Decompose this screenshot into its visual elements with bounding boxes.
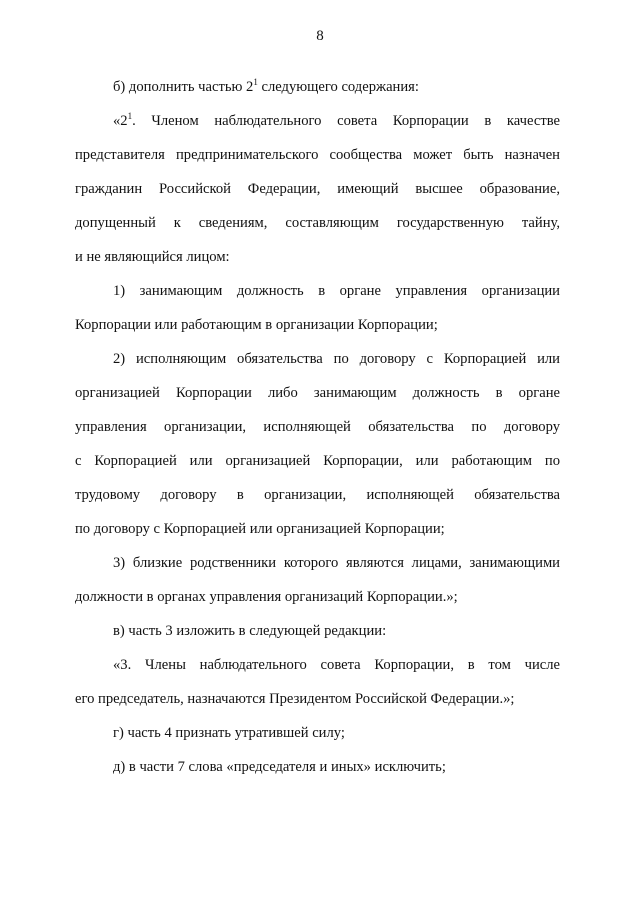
paragraph-text: . Членом наблюдательного совета Корпорации в качестве xyxy=(132,113,560,129)
paragraph-line: и не являющийся лицом: xyxy=(75,249,230,265)
paragraph-line: в) часть 3 изложить в следующей редакции: xyxy=(113,623,387,639)
document-body xyxy=(75,70,560,784)
paragraph-line: г) часть 4 признать утратившей силу; xyxy=(113,725,345,741)
list-item-1 xyxy=(75,274,560,342)
paragraph-g xyxy=(75,716,560,750)
paragraph-line: трудовому договору в организации, исполняющей обязательства xyxy=(75,487,560,503)
paragraph-line: с Корпорацией или организацией Корпорации, или работающим по xyxy=(75,453,560,469)
paragraph-line: допущенный к сведениям, составляющим государственную тайну, xyxy=(75,215,560,231)
paragraph-text: б) дополнить частью 2 xyxy=(113,79,254,95)
paragraph-line: должности в органах управления организаций Корпорации.»; xyxy=(75,589,458,605)
paragraph-part-3 xyxy=(75,648,560,716)
paragraph-line: Корпорации или работающим в организации Корпорации; xyxy=(75,317,438,333)
paragraph-line: «3. Члены наблюдательного совета Корпорации, в том числе xyxy=(113,657,560,673)
paragraph-line: д) в части 7 слова «председателя и иных» исключить; xyxy=(113,759,446,775)
paragraph-line: управления организации, исполняющей обязательства по договору xyxy=(75,419,560,435)
paragraph-line xyxy=(75,70,560,104)
list-item-2 xyxy=(75,342,560,546)
paragraph-2-1 xyxy=(75,104,560,274)
paragraph-line: по договору с Корпорацией или организацией Корпорации; xyxy=(75,521,445,537)
paragraph-line: 3) близкие родственники которого являются лицами, занимающими xyxy=(113,555,560,571)
page-number: 8 xyxy=(316,28,324,44)
list-item-3 xyxy=(75,546,560,614)
superscript: 1 xyxy=(127,111,133,121)
paragraph-v xyxy=(75,614,560,648)
paragraph-line: 1) занимающим должность в органе управления организации xyxy=(113,283,560,299)
paragraph-d xyxy=(75,750,560,784)
paragraph-line xyxy=(75,104,560,138)
paragraph-line: организацией Корпорации либо занимающим должность в органе xyxy=(75,385,560,401)
paragraph-line: представителя предпринимательского сообщества может быть назначен xyxy=(75,147,560,163)
paragraph-line: 2) исполняющим обязательства по договору с Корпорацией или xyxy=(113,351,560,367)
paragraph-line: гражданин Российской Федерации, имеющий высшее образование, xyxy=(75,181,560,197)
paragraph-text: «2 xyxy=(113,113,128,129)
paragraph-b xyxy=(75,70,560,104)
superscript: 1 xyxy=(253,77,258,87)
paragraph-line: его председатель, назначаются Президентом Российской Федерации.»; xyxy=(75,691,515,707)
paragraph-text: следующего содержания: xyxy=(257,79,419,95)
